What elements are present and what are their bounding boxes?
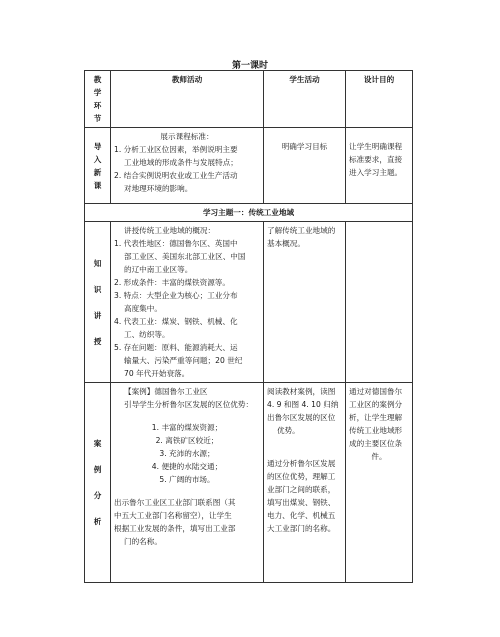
knowledge-teacher: 讲授传统工业地域的概况： 1. 代表性地区：德国鲁尔区、英国中 部工业区、美国东北部工业区、中国 的辽中南工业区等。 2. 形成条件：丰富的煤铁资源等。 3. 特点：大型企业为核心；工业分布 高度集中。 4. 代表工业：煤炭、钢铁、机械、化 工、纺织等。 5. 存在问题：原料、能源消耗大、运 输量大、污染严重等问题；20 世纪 70 年代开始衰落。 bbox=[111, 222, 264, 383]
lesson-title: 第一课时 bbox=[231, 61, 268, 71]
theme-title: 学习主题一：传统工业地域 bbox=[85, 204, 413, 222]
knowledge-purpose bbox=[346, 222, 413, 383]
header-row bbox=[85, 71, 413, 128]
header-section: 教 学 环 节 bbox=[85, 71, 111, 128]
knowledge-row bbox=[85, 222, 413, 383]
header-student: 学生活动 bbox=[264, 71, 346, 128]
knowledge-section: 知 识 讲 授 bbox=[85, 222, 111, 383]
knowledge-student: 了解传统工业地域的 基本概况。 bbox=[264, 222, 346, 383]
theme-row bbox=[85, 204, 413, 222]
case-section: 案 例 分 析 bbox=[85, 383, 111, 583]
intro-teacher: 展示课程标准： 1. 分析工业区位因素，举例说明主要 工业地域的形成条件与发展特点； 2. 结合实例说明农业或工业生产活动 对地理环境的影响。 bbox=[111, 128, 264, 204]
case-teacher: 【案例】德国鲁尔工业区 引导学生分析鲁尔区发展的区位优势： 1. 丰富的煤炭资源； 2. 离铁矿区较近； 3. 充沛的水源； 4. 便捷的水陆交通； 5. 广阔的市场。 出示鲁尔工业区工业部门联系图（其 中五大工业部门名称留空），让学生 根据工业发展的条件，填写出工业部 门的名称。 bbox=[111, 383, 264, 583]
case-row bbox=[85, 383, 413, 583]
case-student: 阅读教材案例，读图 4. 9 和图 4. 10 归纳 出鲁尔区发展的区位 优势。 通过分析鲁尔区发展 的区位优势，理解工 业部门之间的联系， 填写出煤炭、钢铁、 电力、化学、机械五 大工业部门的名称。 bbox=[264, 383, 346, 583]
header-teacher: 教师活动 bbox=[111, 71, 264, 128]
lesson-plan-table bbox=[84, 70, 413, 583]
intro-row bbox=[85, 128, 413, 204]
intro-section: 导 入 新 课 bbox=[85, 128, 111, 204]
case-purpose: 通过对德国鲁尔 工业区的案例分 析，让学生理解 传统工业地域形 成的主要区位条 件。 bbox=[346, 383, 413, 583]
intro-student: 明确学习目标 bbox=[264, 128, 346, 204]
intro-purpose: 让学生明确课程 标准要求，直接 进入学习主题。 bbox=[346, 128, 413, 204]
header-purpose: 设计目的 bbox=[346, 71, 413, 128]
